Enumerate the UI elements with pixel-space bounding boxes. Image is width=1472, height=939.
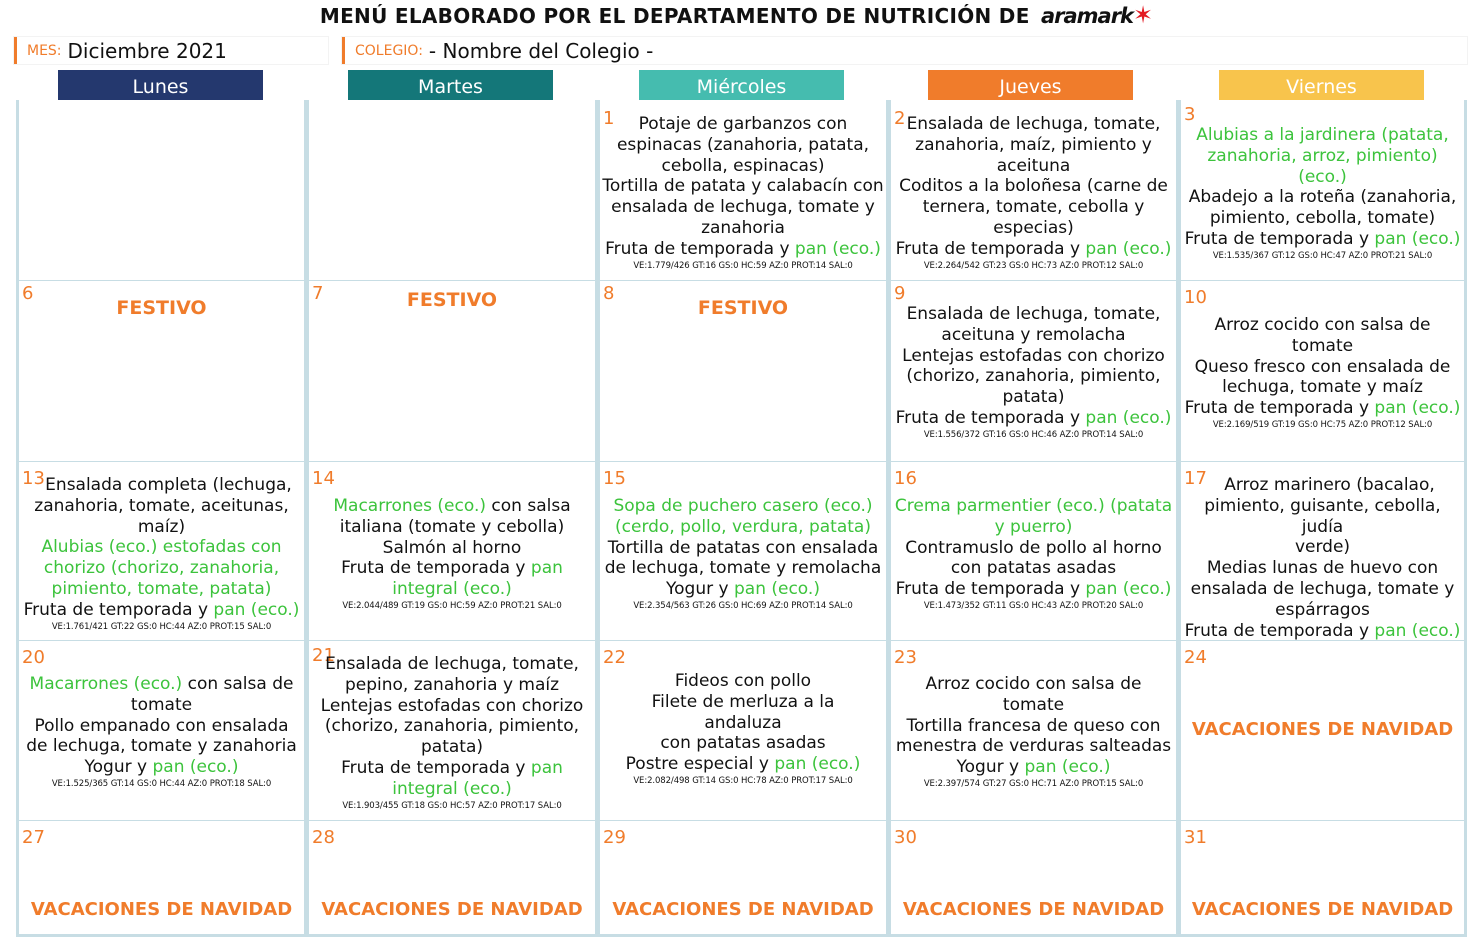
nutrition-info: VE:1.903/455 GT:18 GS:0 HC:57 AZ:0 PROT:17 SAL:0: [342, 800, 562, 811]
menu-line: Tortilla de patata y calabacín con: [602, 176, 884, 197]
day-number: 1: [603, 108, 615, 129]
nutrition-info: VE:1.535/367 GT:12 GS:0 HC:47 AZ:0 PROT:21 SAL:0: [1212, 250, 1433, 261]
menu-line: con salsa de: [187, 674, 294, 694]
day-cell-23: [888, 641, 1179, 823]
day-cell-15: [597, 462, 889, 643]
menu-line: Sopa de puchero casero (eco.): [613, 496, 873, 516]
menu-line: Ensalada completa (lechuga,: [45, 475, 292, 495]
menu-line: Alubias (eco.) estofadas con: [41, 537, 282, 558]
pan-text: pan (eco.): [213, 599, 300, 620]
yogur-text: Yogur y: [666, 579, 729, 600]
day-number: 22: [603, 647, 626, 668]
fruta-text: Fruta de temporada y: [1184, 620, 1370, 641]
day-number: 3: [1184, 104, 1196, 125]
day-cell-2: [888, 100, 1179, 283]
menu-line: pimiento, cebolla, tomate): [1209, 208, 1436, 229]
menu-line: zanahoria, maíz, pimiento y: [915, 134, 1152, 155]
fruta-text: Fruta de temporada y: [895, 238, 1081, 259]
day-cell-27: [16, 821, 307, 937]
menu-line: verde): [1294, 537, 1351, 558]
day-number: 14: [312, 468, 335, 489]
menu-line: Queso fresco con ensalada de: [1194, 356, 1451, 377]
day-cell-10: [1178, 281, 1467, 464]
nutrition-info: VE:1.525/365 GT:14 GS:0 HC:44 AZ:0 PROT:18 SAL:0: [51, 778, 272, 789]
day-number: 9: [894, 283, 906, 304]
mes-box: [14, 37, 328, 64]
nutrition-info: VE:1.473/352 GT:11 GS:0 HC:43 AZ:0 PROT:20 SAL:0: [923, 600, 1144, 611]
postre-text: Postre especial y: [625, 754, 769, 775]
nutrition-info: VE:1.761/421 GT:22 GS:0 HC:44 AZ:0 PROT:15 SAL:0: [51, 621, 272, 632]
menu-line: Tortilla de patatas con ensalada: [607, 537, 879, 558]
menu-line: Fideos con pollo: [674, 671, 812, 691]
menu-line: con patatas asadas: [660, 733, 826, 754]
day-cell-empty: [306, 100, 598, 283]
pan-text: pan (eco.): [152, 757, 239, 778]
pan-text: pan (eco.): [733, 579, 820, 600]
day-cell-31: [1178, 821, 1467, 937]
fruta-text: Fruta de temporada y: [895, 579, 1081, 600]
fruta-text: Fruta de temporada y: [23, 599, 209, 620]
day-cell-8: [597, 281, 889, 464]
day-number: 15: [603, 468, 626, 489]
fruta-text: Fruta de temporada y: [341, 558, 526, 579]
aramark-logo: aramark✶: [1040, 1, 1153, 29]
day-cell-17: [1178, 462, 1467, 643]
fruta-text: Fruta de temporada y: [1184, 398, 1370, 419]
menu-line: de lechuga, tomate y zanahoria: [26, 736, 297, 757]
menu-line: Ensalada de lechuga, tomate,: [325, 654, 579, 674]
pan-text-2: integral (eco.): [392, 579, 512, 600]
day-number: 10: [1184, 287, 1207, 308]
pan-text: pan (eco.): [774, 754, 861, 775]
nutrition-info: VE:2.397/574 GT:27 GS:0 HC:71 AZ:0 PROT:15 SAL:0: [923, 778, 1144, 789]
menu-line: Lentejas estofadas con chorizo: [320, 695, 584, 716]
menu-line: aceituna: [996, 155, 1071, 176]
menu-line: con patatas asadas: [950, 558, 1117, 579]
yogur-text: Yogur y: [956, 757, 1020, 778]
vacaciones-label: VACACIONES DE NAVIDAD: [30, 899, 293, 920]
fruta-text: Fruta de temporada y: [605, 238, 790, 259]
day-header-jueves: Jueves: [928, 70, 1133, 105]
menu-line: Lentejas estofadas con chorizo: [902, 345, 1165, 366]
menu-line: zanahoria: [701, 217, 785, 238]
pan-text: pan (eco.): [1085, 407, 1172, 428]
fruta-text: Fruta de temporada y: [895, 407, 1081, 428]
menu-line: ternera, tomate, cebolla y: [922, 197, 1145, 218]
mes-label: MES:: [27, 42, 62, 59]
nutrition-info: VE:2.082/498 GT:14 GS:0 HC:78 AZ:0 PROT:17 SAL:0: [633, 775, 853, 786]
menu-line: pimiento, guisante, cebolla, judía: [1204, 495, 1441, 537]
menu-line: tomate: [1002, 694, 1065, 715]
day-cell-1: [597, 100, 889, 283]
menu-title: [0, 0, 1472, 32]
pan-text: pan (eco.): [1374, 398, 1461, 419]
fruta-text: Fruta de temporada y: [341, 757, 526, 778]
pan-text: pan: [530, 558, 563, 579]
menu-line: zanahoria, tomate, aceitunas,: [34, 495, 289, 516]
day-cell-28: [306, 821, 598, 937]
pan-text: pan (eco.): [1374, 228, 1461, 249]
nutrition-info: VE:2.264/542 GT:23 GS:0 HC:73 AZ:0 PROT:12 SAL:0: [923, 260, 1144, 271]
menu-line: y puerro): [994, 516, 1073, 537]
menu-line: Potaje de garbanzos con: [638, 114, 848, 134]
pan-text: pan (eco.): [1085, 579, 1172, 600]
day-cell-9: [888, 281, 1179, 464]
day-number: 2: [894, 108, 906, 129]
day-number: 23: [894, 647, 917, 668]
day-cell-3: [1178, 100, 1467, 283]
day-header-miercoles: Miércoles: [639, 70, 844, 105]
menu-line: (chorizo, zanahoria, pimiento,: [324, 716, 580, 737]
menu-line: lechuga, tomate y maíz: [1222, 377, 1423, 398]
menu-line: italiana (tomate y cebolla): [339, 516, 565, 537]
vacaciones-label: VACACIONES DE NAVIDAD: [612, 899, 874, 920]
menu-line: Alubias a la jardinera (patata,: [1196, 125, 1449, 145]
day-cell-6: [16, 281, 307, 464]
menu-line: Medias lunas de huevo con: [1206, 558, 1439, 579]
nutrition-info: VE:2.169/519 GT:19 GS:0 HC:75 AZ:0 PROT:12 SAL:0: [1212, 419, 1433, 430]
menu-line: Coditos a la boloñesa (carne de: [899, 176, 1168, 197]
colegio-value: - Nombre del Colegio -: [428, 38, 654, 63]
menu-line: especias): [993, 217, 1074, 238]
menu-line: patata): [1002, 387, 1065, 408]
menu-line: Ensalada de lechuga, tomate,: [906, 114, 1161, 134]
day-number: 6: [22, 283, 34, 304]
day-number: 28: [312, 827, 335, 848]
menu-line: Arroz cocido con salsa de: [1214, 315, 1431, 335]
menu-line: pepino, zanahoria y maíz: [344, 674, 560, 695]
menu-line: maíz): [137, 516, 186, 537]
menu-line: ensalada de lechuga, tomate y: [1190, 578, 1455, 599]
pan-text: pan (eco.): [1085, 238, 1172, 259]
menu-line: (cerdo, pollo, verdura, patata): [615, 516, 871, 537]
festivo-label: FESTIVO: [406, 289, 498, 311]
colegio-label: COLEGIO:: [355, 42, 423, 59]
title-text: MENÚ ELABORADO POR EL DEPARTAMENTO DE NUTRICIÓN DE: [319, 4, 1030, 28]
menu-line: aceituna y remolacha: [941, 324, 1126, 345]
menu-line: chorizo (chorizo, zanahoria,: [43, 558, 280, 579]
menu-line: (chorizo, zanahoria, pimiento,: [906, 366, 1161, 387]
nutrition-info: VE:1.779/426 GT:16 GS:0 HC:59 AZ:0 PROT:14 SAL:0: [633, 260, 853, 271]
menu-line: Salmón al horno: [382, 537, 522, 558]
nutrition-info: VE:1.556/372 GT:16 GS:0 HC:46 AZ:0 PROT:14 SAL:0: [923, 429, 1144, 440]
day-cell-21: [306, 641, 598, 823]
menu-line: Arroz marinero (bacalao,: [1224, 475, 1435, 495]
day-cell-14: [306, 462, 598, 643]
day-number: 20: [22, 647, 45, 668]
day-cell-empty: [16, 100, 307, 283]
menu-line: patata): [420, 737, 483, 758]
day-number: 30: [894, 827, 917, 848]
day-number: 16: [894, 468, 917, 489]
menu-line: Ensalada de lechuga, tomate,: [906, 304, 1161, 324]
menu-line: menestra de verduras salteadas: [895, 736, 1172, 757]
menu-line: espinacas (zanahoria, patata,: [616, 134, 870, 155]
menu-line-eco: Macarrones (eco.): [333, 496, 487, 516]
menu-line-eco: Macarrones (eco.): [29, 674, 183, 694]
fruta-text: Fruta de temporada y: [1184, 228, 1370, 249]
menu-line: Crema parmentier (eco.) (patata: [894, 496, 1173, 516]
pan-text: pan (eco.): [1374, 620, 1461, 641]
menu-line: Tortilla francesa de queso con: [906, 715, 1161, 736]
menu-line: andaluza: [704, 712, 782, 733]
day-cell-22: [597, 641, 889, 823]
festivo-label: FESTIVO: [697, 297, 789, 319]
vacaciones-label: VACACIONES DE NAVIDAD: [321, 899, 583, 920]
day-cell-16: [888, 462, 1179, 643]
pan-text: pan (eco.): [1024, 757, 1111, 778]
vacaciones-label: VACACIONES DE NAVIDAD: [1191, 899, 1454, 920]
menu-line: zanahoria, arroz, pimiento): [1207, 145, 1438, 166]
day-number: 13: [22, 468, 45, 489]
day-cell-29: [597, 821, 889, 937]
day-number: 31: [1184, 827, 1207, 848]
menu-line: cebolla, espinacas): [661, 155, 825, 176]
colegio-box: [342, 37, 1467, 64]
day-header-viernes: Viernes: [1219, 70, 1424, 105]
vacaciones-label: VACACIONES DE NAVIDAD: [902, 899, 1165, 920]
day-cell-20: [16, 641, 307, 823]
day-cell-13: [16, 462, 307, 643]
day-header-martes: Martes: [348, 70, 553, 105]
day-cell-7: [306, 281, 598, 464]
nutrition-info: VE:2.354/563 GT:26 GS:0 HC:69 AZ:0 PROT:14 SAL:0: [633, 600, 853, 611]
menu-line: espárragos: [1275, 599, 1370, 620]
day-header-lunes: Lunes: [58, 70, 263, 105]
day-number: 24: [1184, 647, 1207, 668]
star-icon: ✶: [1133, 1, 1153, 29]
day-number: 8: [603, 283, 615, 304]
festivo-label: FESTIVO: [116, 297, 207, 319]
menu-line: pimiento, tomate, patata): [51, 578, 272, 599]
menu-line: ensalada de lechuga, tomate y: [611, 197, 875, 218]
day-cell-24: [1178, 641, 1467, 823]
yogur-text: Yogur y: [84, 757, 148, 778]
pan-text: pan (eco.): [794, 238, 881, 259]
day-number: 17: [1184, 468, 1207, 489]
nutrition-info: VE:2.044/489 GT:19 GS:0 HC:59 AZ:0 PROT:21 SAL:0: [342, 600, 562, 611]
menu-line: Filete de merluza a la: [651, 691, 835, 712]
pan-text: pan: [530, 757, 563, 778]
menu-line: Contramuslo de pollo al horno: [905, 537, 1162, 558]
day-cell-30: [888, 821, 1179, 937]
menu-line: tomate: [1291, 335, 1354, 356]
day-number: 7: [312, 283, 324, 304]
menu-line: Pollo empanado con ensalada: [34, 715, 289, 736]
menu-line: de lechuga, tomate y remolacha: [604, 558, 882, 579]
day-number: 21: [312, 645, 335, 666]
menu-line: con salsa: [491, 496, 571, 516]
day-number: 29: [603, 827, 626, 848]
vacaciones-label: VACACIONES DE NAVIDAD: [1191, 719, 1454, 740]
menu-line: Arroz cocido con salsa de: [925, 674, 1142, 694]
mes-value: Diciembre 2021: [67, 38, 227, 63]
pan-text-2: integral (eco.): [392, 778, 512, 799]
menu-line: tomate: [130, 694, 193, 715]
menu-line: (eco.): [1298, 166, 1347, 187]
menu-line: Abadejo a la roteña (zanahoria,: [1188, 187, 1457, 208]
day-number: 27: [22, 827, 45, 848]
